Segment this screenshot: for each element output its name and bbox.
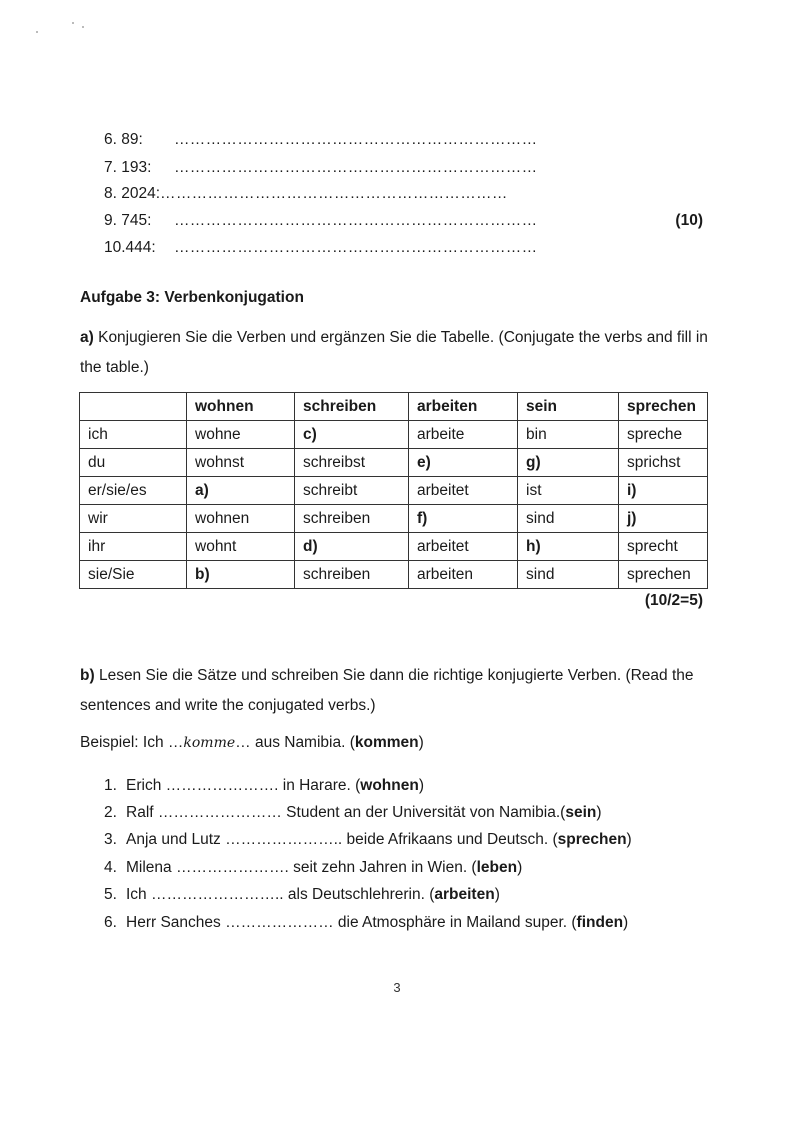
table-cell: schreiben xyxy=(295,561,409,589)
table-cell: wohnt xyxy=(187,533,295,561)
table-header: sprechen xyxy=(619,393,708,421)
answer-blank[interactable]: Herr Sanches ………………… xyxy=(126,914,334,931)
item-number: 3. xyxy=(104,831,117,848)
infinitive-verb: leben xyxy=(476,859,518,876)
example-before: Beispiel: Ich … xyxy=(80,734,184,751)
pronoun-cell: sie/Sie xyxy=(80,561,187,589)
table-header: sein xyxy=(518,393,619,421)
paren-close: ) xyxy=(517,859,523,876)
blank-cell[interactable]: e) xyxy=(409,449,518,477)
part-b-text: Lesen Sie die Sätze und schreiben Sie dann die richtige konjugierte Verben. (Read the sentences and write the conjugated verbs.) xyxy=(80,667,694,714)
conjugation-table xyxy=(79,392,708,589)
table-row xyxy=(80,561,708,589)
sentence-text: Student an der Universität von Namibia.( xyxy=(281,804,566,821)
number-item xyxy=(104,211,537,231)
table-cell: schreibt xyxy=(295,477,409,505)
pronoun-cell: er/sie/es xyxy=(80,477,187,505)
scan-speck xyxy=(72,22,74,24)
example-close: ) xyxy=(418,734,424,751)
paren-close: ) xyxy=(418,777,425,794)
number-label: 6. 89: xyxy=(104,131,143,148)
sentence-text: seit zehn Jahren in Wien. ( xyxy=(288,859,477,876)
table-cell: arbeitet xyxy=(409,533,518,561)
number-item xyxy=(104,158,537,178)
blank-cell[interactable]: a) xyxy=(187,477,295,505)
number-label: 9. 745: xyxy=(104,212,152,229)
answer-blank[interactable]: ………………………………………………………… xyxy=(160,185,508,202)
paren-close: ) xyxy=(626,831,632,848)
blank-cell[interactable]: f) xyxy=(409,505,518,533)
infinitive-verb: arbeiten xyxy=(434,886,495,903)
table-cell: ist xyxy=(518,477,619,505)
list-item xyxy=(104,802,602,824)
number-item xyxy=(104,238,537,258)
pronoun-cell: wir xyxy=(80,505,187,533)
answer-blank[interactable]: Ich …………………….. xyxy=(126,886,284,903)
table-header-row xyxy=(80,393,708,421)
table-cell: schreibst xyxy=(295,449,409,477)
blank-cell[interactable]: j) xyxy=(619,505,708,533)
score-numbers: (10) xyxy=(675,212,703,229)
table-cell: schreiben xyxy=(295,505,409,533)
part-b-prefix: b) xyxy=(80,667,95,684)
answer-blank[interactable]: …………………………………………………………… xyxy=(174,212,538,229)
item-number: 4. xyxy=(104,859,117,876)
blank-cell[interactable]: d) xyxy=(295,533,409,561)
table-header: wohnen xyxy=(187,393,295,421)
table-cell: wohnen xyxy=(187,505,295,533)
number-item xyxy=(104,184,508,204)
part-a-instruction xyxy=(80,323,720,383)
answer-blank[interactable]: Ralf …………………… xyxy=(126,804,282,821)
table-cell: spreche xyxy=(619,421,708,449)
page-number: 3 xyxy=(393,980,401,995)
blank-cell[interactable]: h) xyxy=(518,533,619,561)
sentence-text: als Deutschlehrerin. ( xyxy=(283,886,435,903)
part-a-text: Konjugieren Sie die Verben und ergänzen Sie die Tabelle. (Conjugate the verbs and fill in the table.) xyxy=(80,329,708,376)
table-cell: arbeite xyxy=(409,421,518,449)
scan-speck xyxy=(82,26,84,28)
table-row xyxy=(80,421,708,449)
example-handwritten-answer: komme xyxy=(183,735,236,751)
infinitive-verb: wohnen xyxy=(360,777,419,794)
table-row xyxy=(80,449,708,477)
item-number: 6. xyxy=(104,914,117,931)
answer-blank[interactable]: Erich …………………. xyxy=(126,777,279,794)
table-cell: wohnst xyxy=(187,449,295,477)
part-b-instruction xyxy=(80,661,720,721)
table-cell: sprechen xyxy=(619,561,708,589)
table-row xyxy=(80,505,708,533)
table-cell: sprecht xyxy=(619,533,708,561)
paren-close: ) xyxy=(596,804,602,821)
example-after: … aus Namibia. ( xyxy=(235,734,355,751)
answer-blank[interactable]: …………………………………………………………… xyxy=(174,239,538,256)
infinitive-verb: finden xyxy=(576,914,624,931)
answer-blank[interactable]: Anja und Lutz ………………….. xyxy=(126,831,343,848)
pronoun-cell: ihr xyxy=(80,533,187,561)
sentence-text: in Harare. ( xyxy=(278,777,361,794)
table-row xyxy=(80,533,708,561)
item-number: 2. xyxy=(104,804,117,821)
table-row xyxy=(80,477,708,505)
list-item xyxy=(104,884,500,906)
sentence-text: die Atmosphäre in Mailand super. ( xyxy=(333,914,577,931)
paren-close: ) xyxy=(494,886,500,903)
answer-blank[interactable]: …………………………………………………………… xyxy=(174,159,538,176)
table-cell: sind xyxy=(518,505,619,533)
table-cell: sprichst xyxy=(619,449,708,477)
number-label: 10.444: xyxy=(104,239,156,256)
infinitive-verb: sprechen xyxy=(557,831,627,848)
blank-cell[interactable]: i) xyxy=(619,477,708,505)
paren-close: ) xyxy=(623,914,629,931)
answer-blank[interactable]: …………………………………………………………… xyxy=(174,131,538,148)
item-number: 5. xyxy=(104,886,117,903)
number-item xyxy=(104,130,537,150)
list-item xyxy=(104,857,522,879)
table-cell: arbeiten xyxy=(409,561,518,589)
sentence-text: beide Afrikaans und Deutsch. ( xyxy=(342,831,558,848)
table-cell: sind xyxy=(518,561,619,589)
blank-cell[interactable]: b) xyxy=(187,561,295,589)
table-header: arbeiten xyxy=(409,393,518,421)
task-heading: Aufgabe 3: Verbenkonjugation xyxy=(80,289,304,306)
infinitive-verb: sein xyxy=(565,804,597,821)
table-cell: arbeitet xyxy=(409,477,518,505)
blank-cell[interactable]: g) xyxy=(518,449,619,477)
item-number: 1. xyxy=(104,777,117,794)
scan-speck xyxy=(36,31,38,33)
number-label: 8. 2024: xyxy=(104,185,161,202)
pronoun-cell: du xyxy=(80,449,187,477)
table-cell: bin xyxy=(518,421,619,449)
list-item xyxy=(104,775,424,797)
part-a-prefix: a) xyxy=(80,329,94,346)
score-table: (10/2=5) xyxy=(644,592,703,609)
number-label: 7. 193: xyxy=(104,159,152,176)
table-cell: wohne xyxy=(187,421,295,449)
blank-cell[interactable]: c) xyxy=(295,421,409,449)
list-item xyxy=(104,829,632,851)
table-header: schreiben xyxy=(295,393,409,421)
table-header-corner xyxy=(80,393,187,421)
list-item xyxy=(104,912,628,934)
answer-blank[interactable]: Milena …………………. xyxy=(126,859,289,876)
example-sentence xyxy=(80,734,424,752)
example-verb: kommen xyxy=(354,734,419,751)
pronoun-cell: ich xyxy=(80,421,187,449)
